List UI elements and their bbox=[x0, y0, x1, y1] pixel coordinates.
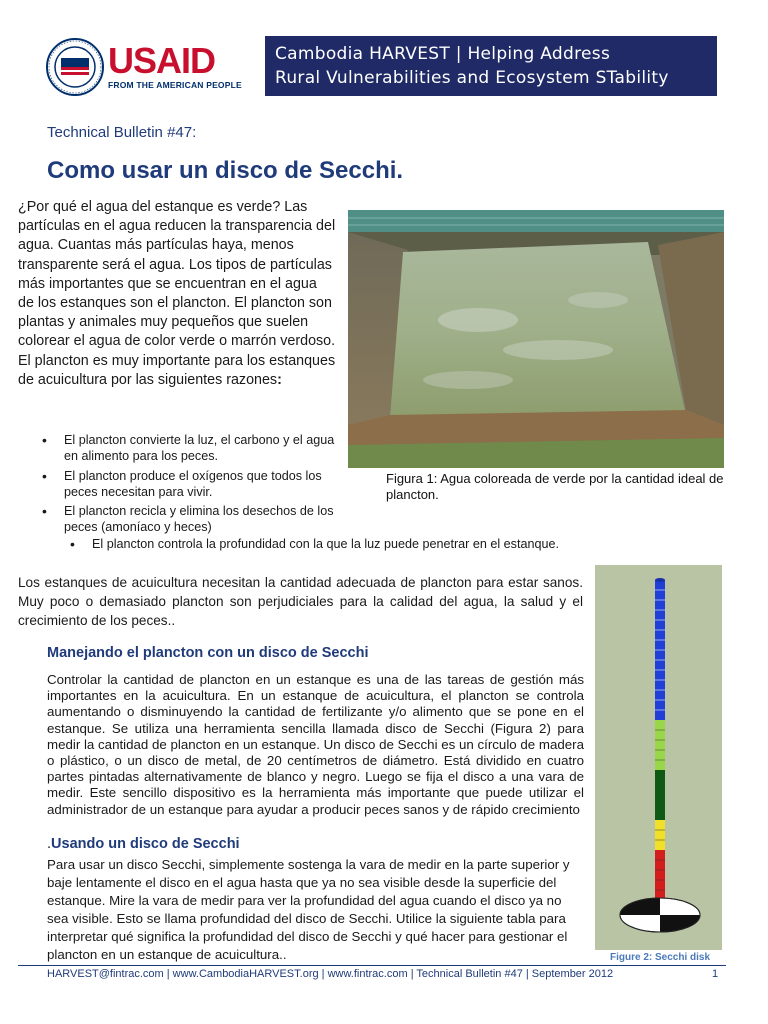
list-item-text: El plancton recicla y elimina los desechos de los peces (amoníaco y heces) bbox=[64, 504, 334, 534]
pond-illustration bbox=[348, 210, 724, 468]
footer-text: HARVEST@fintrac.com | www.CambodiaHARVEST.org | www.fintrac.com | Technical Bulletin #47 | September 2012 bbox=[47, 968, 614, 980]
bulletin-number: Technical Bulletin #47: bbox=[47, 124, 197, 141]
heading-text: Usando un disco de Secchi bbox=[51, 836, 240, 852]
using-paragraph: Para usar un disco Secchi, simplemente sostenga la vara de medir en la parte superior y baje lentamente el disco en el agua hasta que ya no sea visible desde la superficie del estanque. Mire la vara de medir para ver la profundidad del agua cuando el disco ya no sea visible. Esto se llama profundidad del disco de Secchi. Utilice la siguiente tabla para interpretar qué significa la profundidad del disco de Secchi y qué hacer para gestionar el plancton en un estanque de acuicultura.. bbox=[47, 857, 570, 962]
intro-paragraph bbox=[18, 198, 336, 390]
list-item bbox=[42, 468, 342, 500]
program-banner bbox=[265, 36, 717, 96]
list-item-text: El plancton produce el oxígenos que todos los peces necesitan para vivir. bbox=[64, 469, 322, 499]
usaid-logo bbox=[46, 38, 242, 98]
secchi-disk-illustration bbox=[595, 565, 722, 950]
bullet-icon: • bbox=[70, 536, 75, 552]
secchi-disk-figure bbox=[595, 565, 722, 950]
list-item-text: El plancton controla la profundidad con la que la luz puede penetrar en el estanque. bbox=[92, 537, 560, 551]
usaid-wordmark: USAID bbox=[108, 40, 216, 81]
usaid-seal-icon bbox=[46, 38, 104, 96]
managing-paragraph: Controlar la cantidad de plancton en un estanque es una de las tareas de gestión más importantes en la acuicultura. En un estanque de acuicultura, el plancton se controla aumentando o disminuyendo la cantidad de fertilizante y/o alimento que se pone en el estanque. Se utiliza una herramienta sencilla llamada disco de Secchi (Figura 2) para medir la cantidad de plancton en un estanque. Un disco de Secchi es un círculo de madera o plástico, o un disco de metal, de 20 centímetros de diámetro. Está dividido en cuatro partes pintadas alternativamente de blanco y negro. Luego se fija el disco a una vara de medir. Este sencillo dispositivo es la herramienta más importante que puede utilizar el administrador de un estanque para ayudar a producir peces sanos y de rápido crecimiento bbox=[47, 672, 584, 817]
list-item bbox=[42, 432, 342, 464]
figure2-caption: Figure 2: Secchi disk bbox=[610, 952, 711, 963]
section-heading-using bbox=[47, 836, 240, 852]
footer-divider bbox=[18, 965, 726, 966]
pond-photo bbox=[348, 210, 724, 468]
page-title: Como usar un disco de Secchi. bbox=[47, 157, 404, 184]
banner-line-2: Rural Vulnerabilities and Ecosystem STability bbox=[275, 68, 669, 88]
list-item-text: El plancton convierte la luz, el carbono y el agua en alimento para los peces. bbox=[64, 433, 335, 463]
section-heading-managing: Manejando el plancton con un disco de Secchi bbox=[47, 645, 369, 661]
intro-text: ¿Por qué el agua del estanque es verde? Las partículas en el agua reducen la transparencia del agua. Cuantas más partículas haya, menos transparente será el agua. Los tipos de partículas más importantes que se encuentran en el agua de los estanques son el plancton. El plancton son plantas y animales muy pequeños que suelen colorear el agua de color verde o marrón verdoso. El plancton es muy importante para los estanques de acuicultura por las siguientes razones bbox=[18, 199, 336, 388]
figure1-caption: Figura 1: Agua coloreada de verde por la cantidad ideal de plancton. bbox=[386, 471, 724, 502]
bullet-icon: • bbox=[42, 468, 47, 484]
intro-colon: : bbox=[277, 371, 282, 388]
list-item bbox=[42, 503, 342, 535]
banner-line-1: Cambodia HARVEST | Helping Address bbox=[275, 44, 611, 64]
page-number: 1 bbox=[712, 968, 719, 980]
heading-prefix: . bbox=[47, 836, 52, 852]
bullet-icon: • bbox=[42, 432, 47, 448]
bullet-icon: • bbox=[42, 503, 47, 519]
usaid-tagline: FROM THE AMERICAN PEOPLE bbox=[108, 80, 242, 90]
list-item bbox=[70, 536, 584, 552]
plankton-need-paragraph: Los estanques de acuicultura necesitan la cantidad adecuada de plancton para estar sanos. Muy poco o demasiado plancton son perjudiciales para la calidad del agua, la salud y el crecimiento de los peces.. bbox=[18, 575, 583, 628]
